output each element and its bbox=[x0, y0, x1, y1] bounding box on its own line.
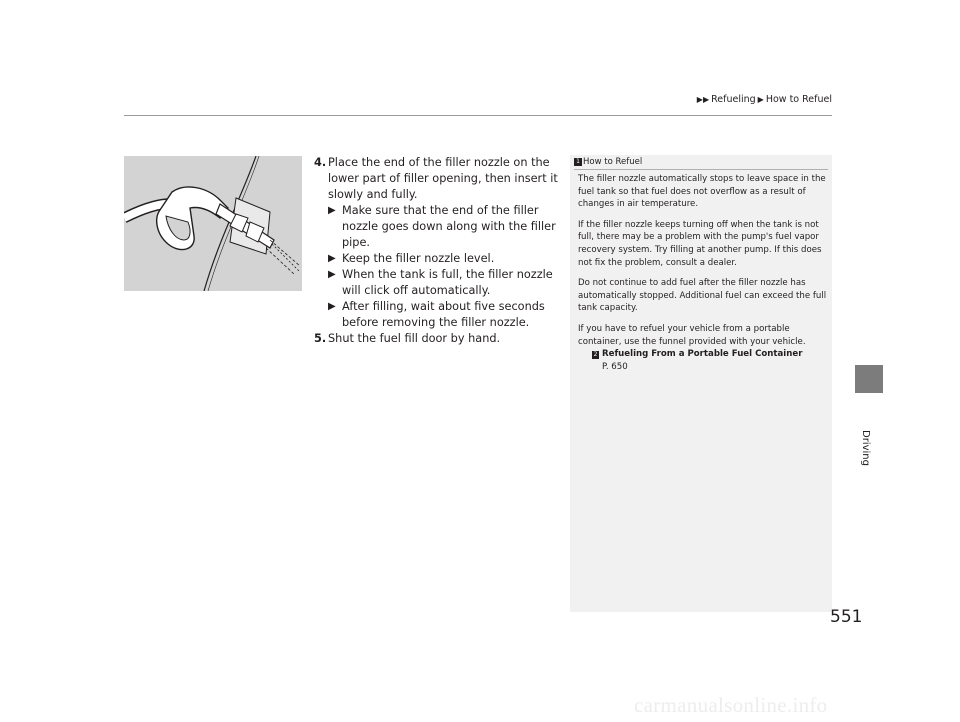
double-arrow-icon: ▶▶ bbox=[696, 95, 710, 104]
chapter-tab-label bbox=[855, 430, 883, 510]
page-number: 551 bbox=[830, 607, 863, 627]
reference-page: P. 650 bbox=[602, 361, 628, 372]
substep-1 bbox=[314, 203, 559, 251]
note-number-icon: 1 bbox=[574, 158, 582, 166]
fuel-nozzle-drawing bbox=[124, 156, 302, 291]
step-text: Place the end of the filler nozzle on the lower part of filler opening, then insert it slowly and fully. bbox=[328, 156, 558, 201]
reference-arrow-icon: 2 bbox=[593, 351, 598, 359]
substep-text: After filling, wait about five seconds before removing the filler nozzle. bbox=[342, 300, 545, 329]
refuel-steps bbox=[314, 155, 559, 347]
watermark: carmanualsonline.info bbox=[634, 693, 828, 717]
triangle-bullet-icon: ▶ bbox=[328, 205, 336, 216]
breadcrumb-section: Refueling bbox=[711, 94, 756, 105]
cross-reference-link[interactable] bbox=[578, 348, 830, 361]
breadcrumb-subsection: How to Refuel bbox=[765, 94, 832, 105]
step-5 bbox=[314, 331, 559, 347]
triangle-bullet-icon: ▶ bbox=[328, 269, 336, 280]
breadcrumb bbox=[0, 94, 832, 105]
note-paragraph: If you have to refuel your vehicle from a portable container, use the funnel provided with your vehicle. bbox=[578, 323, 806, 347]
triangle-bullet-icon: ▶ bbox=[328, 253, 336, 264]
chapter-label-text: Driving bbox=[860, 430, 871, 466]
substep-text: Keep the filler nozzle level. bbox=[342, 252, 495, 265]
substep-2 bbox=[314, 251, 559, 267]
note-sidebar bbox=[570, 155, 832, 612]
substep-text: When the tank is full, the filler nozzle will click off automatically. bbox=[342, 268, 553, 297]
substep-text: Make sure that the end of the filler nozzle goes down along with the filler pipe. bbox=[342, 204, 556, 249]
note-body bbox=[578, 173, 830, 373]
note-title: How to Refuel bbox=[583, 157, 643, 167]
note-paragraph: If the filler nozzle keeps turning off when the tank is not full, there may be a problem with the pump's fuel vapor recovery system. Try filling at another pump. If this does not fix the problem, consult a dealer. bbox=[578, 219, 822, 268]
step-4 bbox=[314, 155, 559, 203]
header-rule bbox=[124, 115, 832, 116]
note-paragraph: Do not continue to add fuel after the filler nozzle has automatically stopped. Additional fuel can exceed the full tank capacity. bbox=[578, 278, 827, 314]
note-paragraph: The filler nozzle automatically stops to leave space in the fuel tank so that fuel does not overflow as a result of changes in air temperature. bbox=[578, 174, 826, 210]
fuel-nozzle-illustration bbox=[124, 156, 302, 291]
reference-title: Refueling From a Portable Fuel Container bbox=[602, 349, 803, 360]
arrow-icon: ▶ bbox=[757, 95, 764, 104]
substep-3 bbox=[314, 267, 559, 299]
step-number: 4. bbox=[314, 156, 327, 169]
chapter-tab-marker bbox=[855, 365, 883, 393]
step-number: 5. bbox=[314, 332, 327, 345]
substep-4 bbox=[314, 299, 559, 331]
note-header bbox=[574, 157, 828, 170]
step-text: Shut the fuel fill door by hand. bbox=[328, 332, 501, 345]
triangle-bullet-icon: ▶ bbox=[328, 301, 336, 312]
